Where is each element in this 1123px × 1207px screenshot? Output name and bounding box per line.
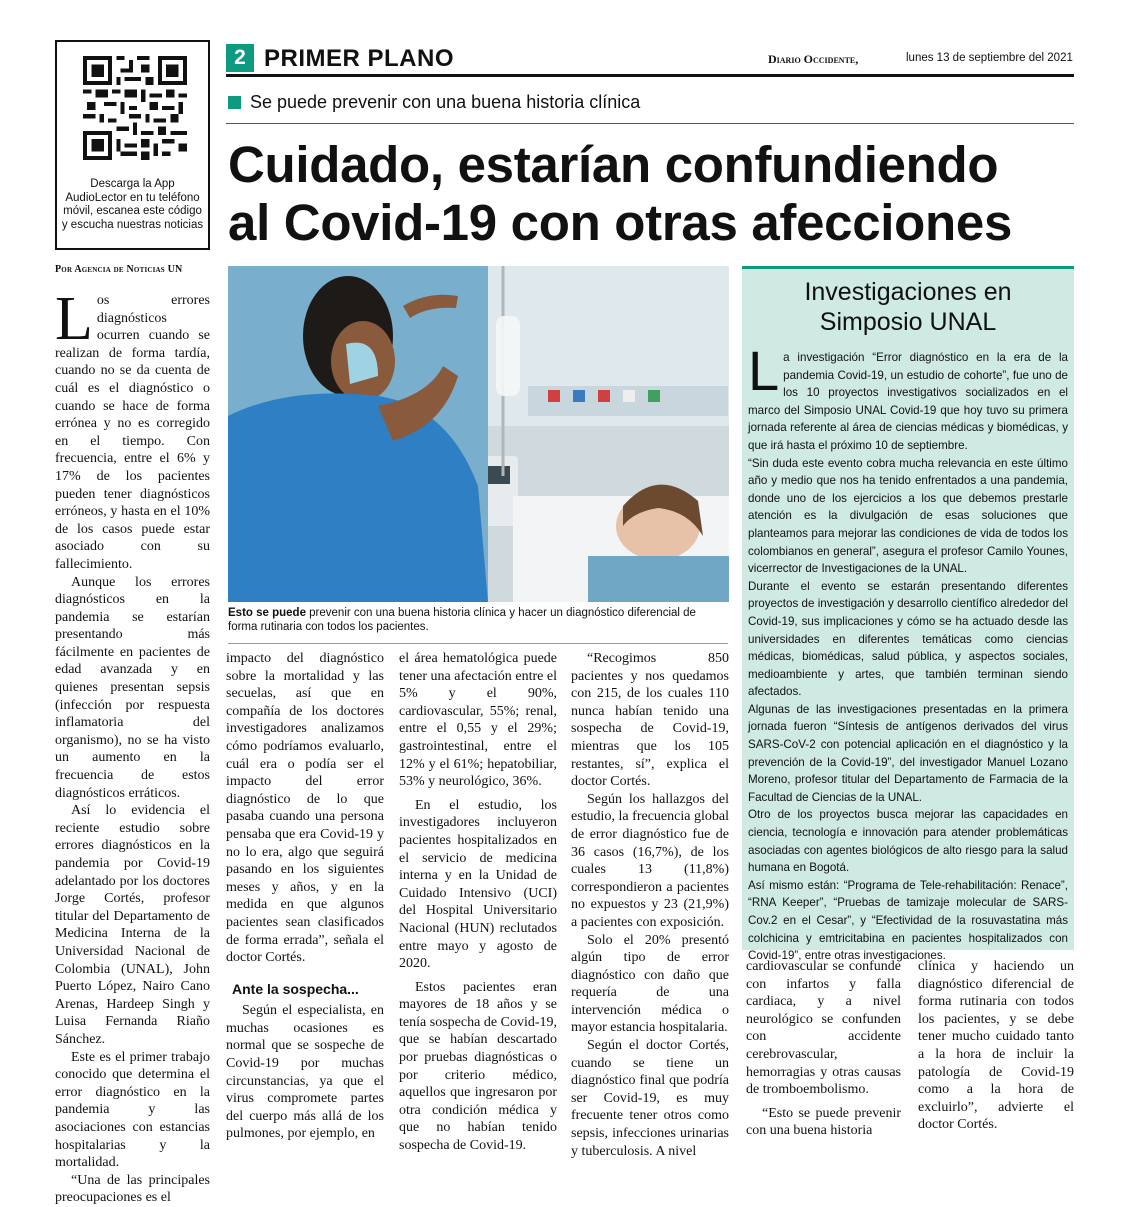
hospital-photo-illustration	[228, 266, 729, 602]
paper-name: Diario Occidente,	[768, 52, 859, 66]
kicker: Se puede prevenir con una buena historia clínica	[250, 92, 641, 112]
article-paragraph: Este es el primer trabajo conocido que determina el error diagnóstico en la pandemia y las asociaciones con estancias hospitalarias y la mortalidad.	[55, 1049, 210, 1171]
article-column-6	[918, 958, 1074, 1134]
article-paragraph: Según el doctor Cortés, cuando se tiene un diagnóstico final que podría ser Covid-19, es muy frecuente tener otros como sepsis, infecciones urinarias y tuberculosis. A nivel	[571, 1038, 729, 1159]
article-paragraph: Estos pacientes eran mayores de 18 años y se tenía sospecha de Covid-19, que se habían descartado por pruebas diagnósticas o por criterio médico, aquellos que ingresaron por otra condición médica y que no habían tenido sospecha de Covid-19.	[399, 979, 557, 1154]
caption-rule	[228, 643, 728, 644]
article-paragraph: Según los hallazgos del estudio, la frecuencia global de error diagnóstico fue de 36 casos (16,7%), de los cuales 13 (11,8%) correspondieron a pacientes no expuestos y 23 (21,9%) a pacientes con exposición.	[571, 791, 729, 930]
article-paragraph: Aunque los errores diagnósticos en la pandemia se estarían presentando más fácilmente en pacientes de edad avanzada y en quienes presentan sepsis (infección por respuesta inflamatoria del organismo), no se ha visto un aumento en la frecuencia de estos diagnósticos erráticos.	[55, 574, 210, 801]
drop-cap: L	[55, 285, 93, 353]
sidebar-box	[742, 266, 1074, 963]
qr-caption: Descarga la App AudioLector en tu teléfono móvil, escanea este código y escucha nuestras noticias	[61, 178, 204, 231]
sidebar-title: Investigaciones en Simposio UNAL	[804, 278, 1012, 336]
header-rule	[226, 74, 1074, 77]
headline-line-2: al Covid-19 con otras afecciones	[228, 194, 1013, 251]
issue-date: lunes 13 de septiembre del 2021	[906, 52, 1073, 64]
kicker-bullet	[228, 96, 241, 109]
article-paragraph: “Esto se puede prevenir con una buena historia	[746, 1105, 901, 1139]
article-paragraph: Así lo evidencia el reciente estudio sobre errores diagnósticos en la pandemia por Covid-19 adelantado por los doctores Jorge Cortés, profesor titular del Departamento de Medicina Interna de la Universidad Nacional de Colombia (UNAL), John Puerto López, Nairo Cano Arenas, Hardeep Singh y Luisa Fernanda Riaño Sánchez.	[55, 803, 210, 1047]
sidebar-drop-cap: L	[748, 339, 780, 402]
article-paragraph: Los errores diagnósticos ocurren cuando se realizan de forma tardía, cuando no se da cuenta de cuál es el diagnóstico o cuando se hace de forma errónea y no es corregido en el tiempo. Con frecuencia, entre el 6% y 17% de los pacientes pueden tener diagnósticos erróneos, y hasta en el 10% de los casos puede estar asociado con su fallecimiento.	[55, 285, 210, 572]
article-paragraph: impacto del diagnóstico sobre la mortalidad y las secuelas, así que en compañía de los doctores investigadores analizamos cómo podríamos evaluarlo, cuál era o podía ser el impacto del error diagnóstico de lo que pasaba cuando una persona pensaba que era Covid-19 y no lo era, algo que seguirá pasando en los siguientes meses y años, y en la medida en que algunos pacientes sean clasificados de forma errada”, señala el doctor Cortés.	[226, 651, 384, 966]
article-paragraph: cardiovascular se confunde con infartos y falla cardiaca, y a nivel neurológico se confunden con accidente cerebrovascular, hemorragias y otras causas de tromboembolismo.	[746, 959, 901, 1098]
sidebar-paragraph: Otro de los proyectos busca mejorar las capacidades en ciencia, tecnología e innovación para atender problemáticas asociadas con agentes biológicos de alto riesgo para la salud humana en Bogotá.	[748, 808, 1068, 875]
article-paragraph: el área hematológica puede tener una afectación entre el 5% y el 90%, cardiovascular, 55%; renal, entre el 0,55 y el 29%; gastrointestinal, entre el 12% y el 61%; hepatobiliar, 53% y neurológico, 36%.	[399, 651, 557, 790]
nurse-patient-photo	[228, 266, 729, 602]
article-paragraph: clínica y haciendo un diagnóstico diferencial de forma rutinaria con todos los pacientes, y se debe tener mucho cuidado tanto a la hora de incluir la patología de Covid-19 como a la hora de excluirlo”, advierte el doctor Cortés.	[918, 959, 1074, 1133]
article-column-2	[226, 650, 384, 1143]
article-column-1	[55, 285, 210, 1207]
article-column-5	[746, 958, 901, 1140]
sidebar-body	[748, 339, 1068, 965]
page-number: 2	[226, 44, 254, 72]
sidebar-paragraph: Así mismo están: “Programa de Tele-rehabilitación: Renace”, “RNA Keeper”, “Pruebas de tamizaje molecular de SARS-Cov.2 en el Cesar”, y “Efectividad de la rosuvastatina más colchicina y emtricitabina en pacientes hospitalizados con Covid-19”, entre otras investigaciones.	[748, 878, 1068, 963]
subheading: Ante la sospecha...	[232, 980, 359, 997]
section-title: PRIMER PLANO	[264, 45, 455, 72]
sidebar-paragraph: La investigación “Error diagnóstico en la era de la pandemia Covid-19, un estudio de cohorte”, fue uno de los 10 proyectos investigativos socializados en el marco del Simposio UNAL Covid-19 que hoy tuvo su primera jornada referente al área de ciencias médicas y biomédicas, y que irá hasta el próximo 10 de septiembre.	[748, 339, 1068, 452]
kicker-rule	[226, 123, 1074, 124]
qr-code-icon[interactable]	[83, 56, 187, 160]
sidebar-paragraph: Algunas de las investigaciones presentadas en la primera jornada fueron “Síntesis de antígenos derivados del virus SARS-CoV-2 con potencial aplicación en el diagnóstico y la prevención de la Covid-19”, del investigador Manuel Lozano Moreno, profesor titular del Departamento de Farmacia de la Facultad de Ciencias de la UNAL.	[748, 702, 1068, 804]
article-paragraph: “Recogimos 850 pacientes y nos quedamos con 215, de los cuales 110 nunca habían tenido una sospecha de Covid-19, mientras que los 105 restantes, sí”, explica el doctor Cortés.	[571, 651, 729, 790]
qr-promo-box	[55, 40, 210, 250]
article-paragraph: En el estudio, los investigadores incluyeron pacientes hospitalizados en el servicio de medicina interna y en la Unidad de Cuidado Intensivo (UCI) del Hospital Universitario Nacional (HUN) reclutados entre mayo y agosto de 2020.	[399, 797, 557, 972]
photo-caption: Esto se puede prevenir con una buena historia clínica y hacer un diagnóstico diferencial de forma rutinaria con todos los pacientes.	[228, 607, 696, 633]
byline: Por Agencia de Noticias UN	[55, 264, 183, 275]
sidebar-paragraph: Durante el evento se estarán presentando diferentes proyectos de investigación y desarrollo científico alrededor del Covid-19, sus implicaciones y cómo se ha actuado desde las universidades en diferentes temáticas como ciencias médicas, biomédicas, salud pública, y aspectos sociales, medioambiente y artes, que también terminan siendo afectados.	[748, 579, 1068, 699]
article-paragraph: Según el especialista, en muchas ocasiones es normal que se sospeche de Covid-19 por muchas circunstancias, ya que el virus compromete partes del cuerpo más allá de los pulmones, por ejemplo, en	[226, 1003, 384, 1142]
article-column-3	[399, 650, 557, 1155]
article-paragraph: “Una de las principales preocupaciones es el	[55, 1172, 210, 1206]
sidebar-paragraph: “Sin duda este evento cobra mucha relevancia en este último año y medio que nos ha tenido enfrentados a una pandemia, donde uno de los ejercicios a los que debemos prestarle atención es la divulgación de esas soluciones que planteamos para mejorar las condiciones de vida de todos los colombianos en general”, asegura el profesor Camilo Younes, vicerrector de Investigaciones de la UNAL.	[748, 456, 1068, 576]
article-paragraph: Solo el 20% presentó algún tipo de error diagnóstico con daño que requería de una intervención médica o mayor estancia hospitalaria.	[571, 932, 729, 1036]
article-column-4	[571, 650, 729, 1160]
headline	[228, 136, 1078, 252]
headline-line-1: Cuidado, estarían confundiendo	[228, 136, 999, 193]
